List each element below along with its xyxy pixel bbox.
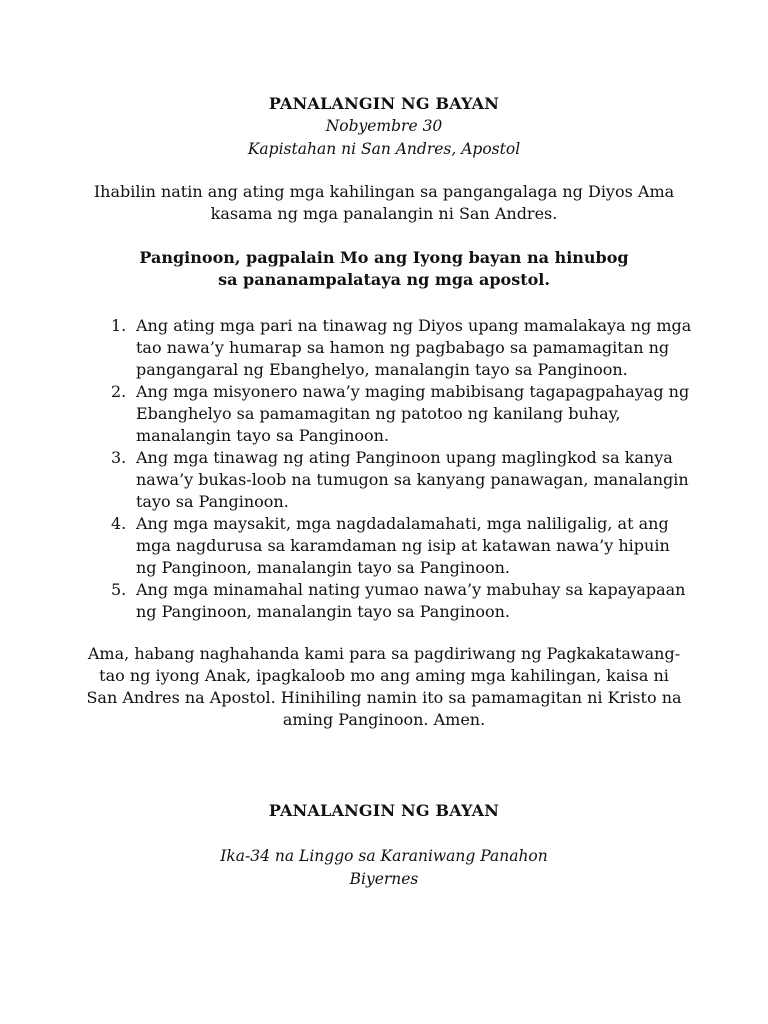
petition-number: 4.	[111, 514, 127, 533]
date-line: Nobyembre 30	[325, 117, 443, 135]
petition-number: 3.	[111, 448, 127, 467]
petition-item	[105, 447, 695, 513]
petition-number: 1.	[111, 316, 127, 335]
petition-text: Ang mga maysakit, mga nagdadalamahati, mga naliligalig, at ang mga nagdurusa sa karamdaman ng isip at katawan nawa’y hipuin ng Panginoon, manalangin tayo sa Panginoon.	[136, 514, 670, 577]
closing-prayer: Ama, habang naghahanda kami para sa pagdiriwang ng Pagkakatawang-tao ng iyong Anak, ipagkaloob mo ang aming mga kahilingan, kaisa ni San Andres na Apostol. Hinihiling namin ito sa pamamagitan ni Kristo na aming Panginoon. Amen.	[86, 644, 682, 729]
petition-item	[105, 513, 695, 579]
petition-item	[105, 579, 695, 623]
feast-line: Kapistahan ni San Andres, Apostol	[247, 140, 521, 158]
section2-title: PANALANGIN NG BAYAN	[268, 801, 500, 820]
response-line-1: Panginoon, pagpalain Mo ang Iyong bayan na hinubog	[139, 248, 629, 267]
petition-text: Ang ating mga pari na tinawag ng Diyos upang mamalakaya ng mga tao nawa’y humarap sa hamon ng pagbabago sa pamamagitan ng pangangaral ng Ebanghelyo, manalangin tayo sa Panginoon.	[136, 316, 692, 379]
section2-subtitle-block	[0, 845, 768, 891]
intro-paragraph: Ihabilin natin ang ating mga kahilingan sa pangangalaga ng Diyos Ama kasama ng mga panalangin ni San Andres.	[93, 182, 675, 223]
response-line-2: sa pananampalataya ng mga apostol.	[218, 270, 550, 289]
section2-subtitle-2: Biyernes	[349, 870, 419, 888]
response-block	[130, 247, 638, 291]
petition-text: Ang mga tinawag ng ating Panginoon upang maglingkod sa kanya nawa’y bukas-loob na tumugon sa kanyang panawagan, manalangin tayo sa Panginoon.	[136, 448, 689, 511]
page-title: PANALANGIN NG BAYAN	[268, 94, 500, 113]
petition-item	[105, 381, 695, 447]
petition-number: 5.	[111, 580, 127, 599]
petition-item	[105, 315, 695, 381]
petition-text: Ang mga misyonero nawa’y maging mabibisang tagapagpahayag ng Ebanghelyo sa pamamagitan ng patotoo ng kanilang buhay, manalangin tayo sa Panginoon.	[136, 382, 690, 445]
petitions-list	[105, 315, 695, 623]
header-block	[0, 93, 768, 161]
section2-subtitle-1: Ika-34 na Linggo sa Karaniwang Panahon	[220, 847, 548, 865]
petition-text: Ang mga minamahal nating yumao nawa’y mabuhay sa kapayapaan ng Panginoon, manalangin tayo sa Panginoon.	[136, 580, 686, 621]
petition-number: 2.	[111, 382, 127, 401]
